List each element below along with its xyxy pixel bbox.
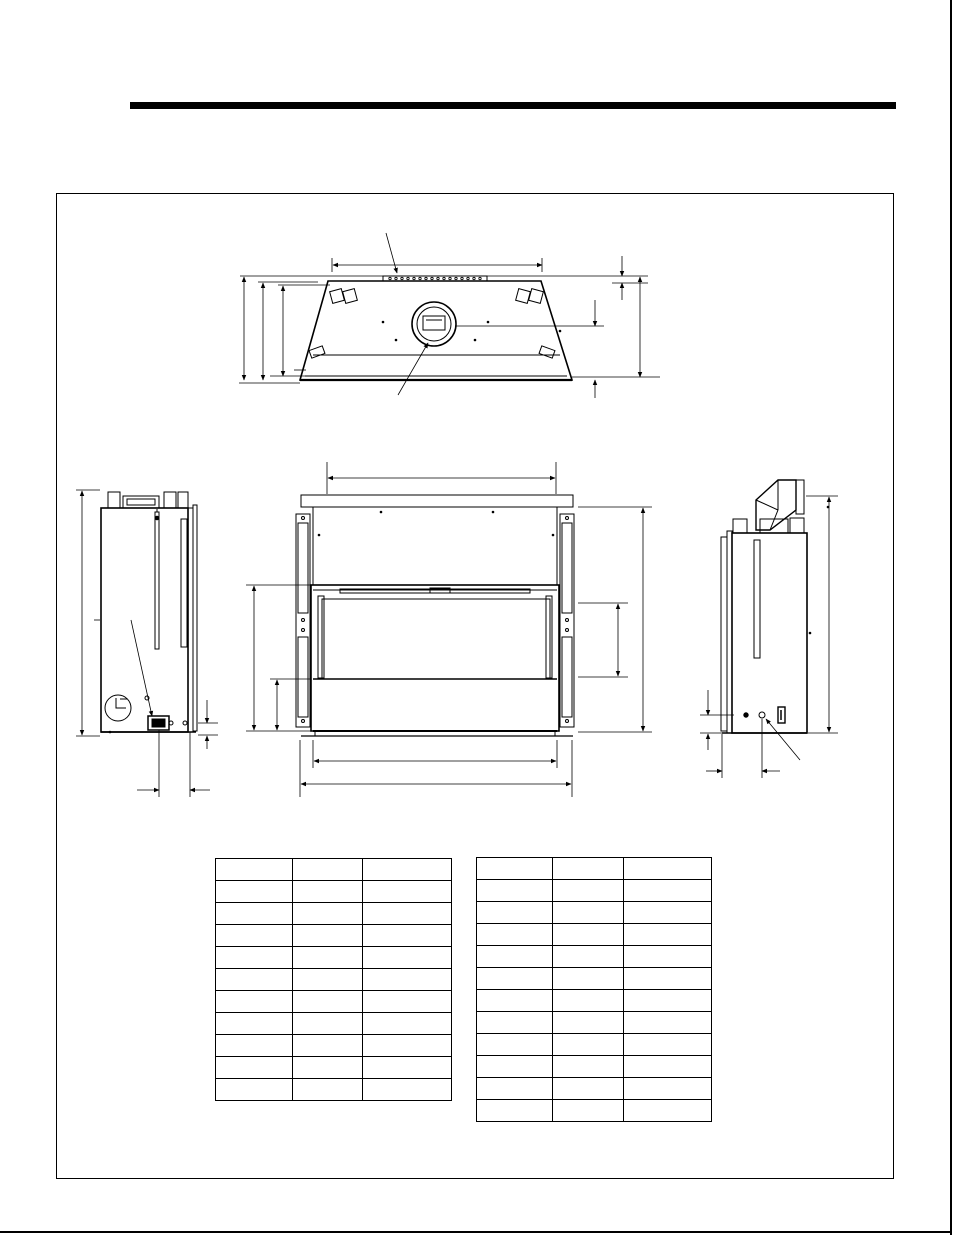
table-cell [216,969,293,991]
table-cell [363,947,452,969]
table-cell [293,925,363,947]
table-cell [216,1079,293,1101]
table-cell [477,1034,553,1056]
table-cell [293,881,363,903]
table-cell [363,1013,452,1035]
table-cell [553,858,624,880]
table-cell [553,1056,624,1078]
table-cell [363,991,452,1013]
table-cell [216,1035,293,1057]
table-cell [477,902,553,924]
table-cell [216,903,293,925]
table-cell [363,881,452,903]
table-cell [553,946,624,968]
table-cell [477,924,553,946]
table-cell [293,1057,363,1079]
table-cell [624,924,712,946]
table-cell [624,902,712,924]
table-cell [553,1012,624,1034]
table-cell [553,968,624,990]
table-cell [363,1035,452,1057]
table-cell [477,880,553,902]
table-cell [477,858,553,880]
table-cell [363,859,452,881]
table-cell [624,1056,712,1078]
table-cell [553,880,624,902]
table-cell [216,1057,293,1079]
top-view-body [300,276,572,380]
table-cell [216,947,293,969]
table-cell [477,946,553,968]
table-cell [553,1034,624,1056]
table-cell [624,858,712,880]
dimension-table-right [476,857,712,1122]
table-cell [216,859,293,881]
table-cell [553,1078,624,1100]
table-cell [624,1034,712,1056]
front-view-dimensions [246,462,652,797]
table-cell [553,1100,624,1122]
table-cell [293,1079,363,1101]
table-cell [553,902,624,924]
front-view-body [296,495,574,736]
table-cell [477,968,553,990]
table-cell [293,903,363,925]
table-cell [477,1012,553,1034]
table-cell [624,1100,712,1122]
table-cell [363,969,452,991]
table-cell [363,1057,452,1079]
left-side-view [76,490,218,797]
dimension-table-left [215,858,452,1101]
table-cell [477,990,553,1012]
right-side-body [721,480,829,733]
table-cell [293,859,363,881]
left-side-body [101,492,197,733]
table-cell [216,1013,293,1035]
table-cell [216,881,293,903]
table-cell [293,1035,363,1057]
table-cell [477,1100,553,1122]
flue-collar [412,302,456,346]
table-cell [216,991,293,1013]
right-side-view [700,480,838,778]
top-view [239,233,660,398]
table-cell [553,990,624,1012]
front-view [246,462,652,797]
table-cell [624,990,712,1012]
table-cell [293,1013,363,1035]
table-cell [363,903,452,925]
vent-elbow [756,480,804,533]
table-cell [624,946,712,968]
table-cell [293,969,363,991]
table-cell [624,1078,712,1100]
table-cell [624,880,712,902]
table-cell [293,991,363,1013]
table-cell [553,924,624,946]
table-cell [477,1078,553,1100]
table-cell [293,947,363,969]
table-cell [363,925,452,947]
table-cell [624,1012,712,1034]
table-cell [216,925,293,947]
table-cell [624,968,712,990]
table-cell [477,1056,553,1078]
vent-holes [389,277,481,279]
table-cell [363,1079,452,1101]
